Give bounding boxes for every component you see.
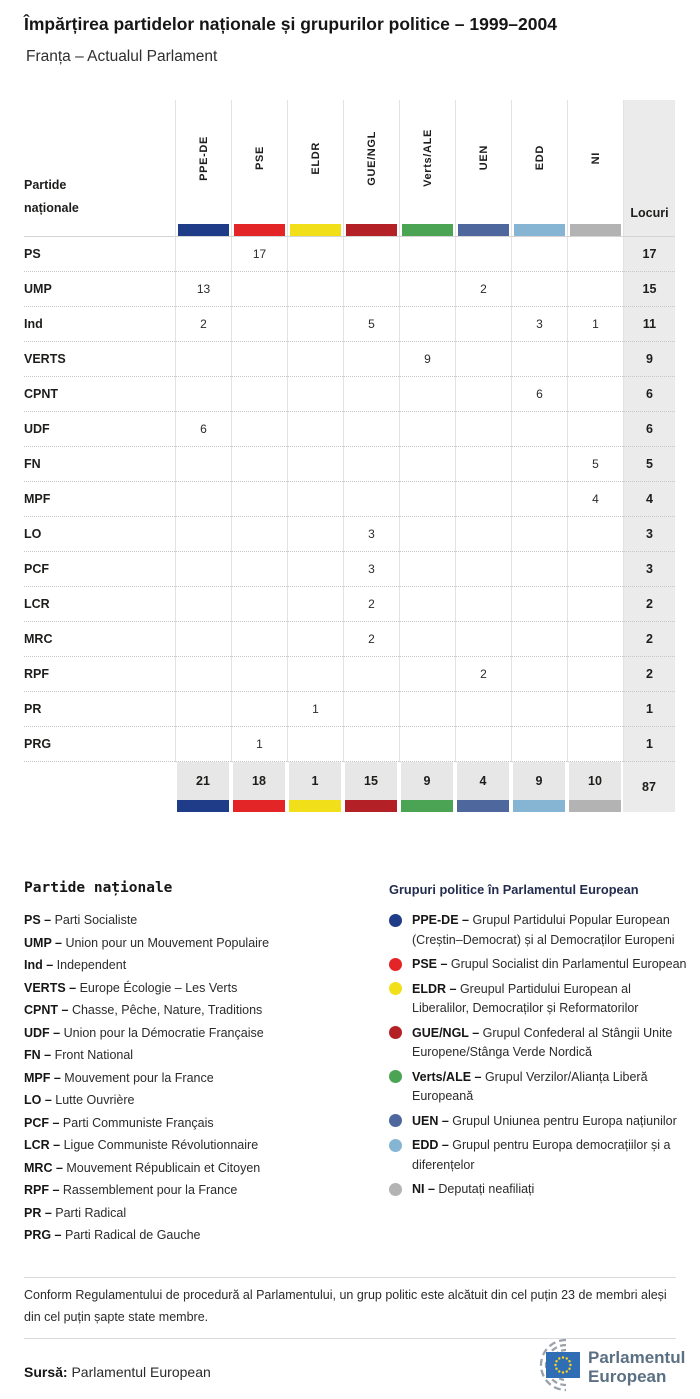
- group-legend-item: ELDR – Greupul Partidului European al Liberalilor, Democraților și Reformatorilor: [389, 980, 689, 1019]
- group-color-dot: [389, 914, 402, 927]
- seat-value-cell: [175, 692, 231, 727]
- party-legend-item: PR – Parti Radical: [24, 1205, 127, 1220]
- group-legend-item: Verts/ALE – Grupul Verzilor/Alianța Liberă Europeană: [389, 1068, 689, 1107]
- row-total-cell: 3: [623, 517, 675, 552]
- party-row-label: Ind: [24, 307, 175, 342]
- seat-value-cell: [511, 552, 567, 587]
- column-header-NI: NI: [567, 100, 623, 237]
- seat-value-cell: 1: [567, 307, 623, 342]
- party-legend-item: UDF – Union pour la Démocratie Française: [24, 1025, 264, 1040]
- seat-value-cell: 3: [343, 552, 399, 587]
- group-color-bar: [567, 800, 623, 812]
- party-row-label: UMP: [24, 272, 175, 307]
- group-color-dot: [389, 1139, 402, 1152]
- party-row-label: PRG: [24, 727, 175, 762]
- party-legend-item: LO – Lutte Ouvrière: [24, 1093, 135, 1107]
- group-color-bar: [346, 224, 397, 236]
- column-header-EDD: EDD: [511, 100, 567, 237]
- seat-value-cell: 6: [511, 377, 567, 412]
- seat-value-cell: [511, 727, 567, 762]
- seat-value-cell: [511, 517, 567, 552]
- group-total-cell: 21: [175, 762, 231, 800]
- row-total-cell: 6: [623, 377, 675, 412]
- seat-value-cell: [567, 272, 623, 307]
- row-total-cell: 11: [623, 307, 675, 342]
- party-row-label: UDF: [24, 412, 175, 447]
- seat-value-cell: [343, 727, 399, 762]
- totals-spacer: [24, 762, 175, 800]
- group-color-bar: [290, 224, 341, 236]
- seat-value-cell: [511, 342, 567, 377]
- seat-value-cell: [175, 657, 231, 692]
- group-color-bar: [455, 800, 511, 812]
- party-row-label: PS: [24, 237, 175, 272]
- group-color-bar: [570, 224, 621, 236]
- party-row-label: PCF: [24, 552, 175, 587]
- seat-value-cell: [287, 272, 343, 307]
- seat-value-cell: [399, 412, 455, 447]
- groups-legend-list: [389, 911, 689, 1200]
- seat-value-cell: [287, 412, 343, 447]
- grand-total-cell: 87: [623, 762, 675, 812]
- seat-value-cell: [567, 692, 623, 727]
- seat-value-cell: [455, 237, 511, 272]
- group-color-dot: [389, 1114, 402, 1127]
- seat-value-cell: 1: [287, 692, 343, 727]
- eu-flag-icon: [546, 1352, 580, 1378]
- seat-value-cell: 6: [175, 412, 231, 447]
- seat-value-cell: [399, 657, 455, 692]
- seat-value-cell: [567, 412, 623, 447]
- party-row-label: FN: [24, 447, 175, 482]
- party-row-label: RPF: [24, 657, 175, 692]
- row-total-cell: 4: [623, 482, 675, 517]
- seat-value-cell: [511, 237, 567, 272]
- party-legend-item: PRG – Parti Radical de Gauche: [24, 1228, 201, 1242]
- seat-value-cell: [511, 692, 567, 727]
- seat-value-cell: [567, 342, 623, 377]
- seat-value-cell: [399, 237, 455, 272]
- seat-value-cell: [231, 412, 287, 447]
- seat-value-cell: 2: [455, 657, 511, 692]
- seat-value-cell: [455, 482, 511, 517]
- seat-value-cell: [287, 727, 343, 762]
- party-legend-item: MPF – Mouvement pour la France: [24, 1070, 214, 1085]
- seat-value-cell: [567, 552, 623, 587]
- seat-value-cell: [511, 272, 567, 307]
- seat-value-cell: [231, 552, 287, 587]
- party-legend-item: Ind – Independent: [24, 958, 127, 972]
- seat-value-cell: [455, 447, 511, 482]
- seat-value-cell: [231, 272, 287, 307]
- row-total-cell: 2: [623, 622, 675, 657]
- seat-value-cell: [287, 482, 343, 517]
- seat-value-cell: [343, 342, 399, 377]
- column-header-UEN: UEN: [455, 100, 511, 237]
- seat-value-cell: [399, 272, 455, 307]
- seat-value-cell: [455, 377, 511, 412]
- party-legend-item: CPNT – Chasse, Pêche, Nature, Traditions: [24, 1003, 263, 1017]
- group-legend-item: PPE-DE – Grupul Partidului Popular European (Creștin–Democrat) și al Democraților Europeni: [389, 911, 689, 950]
- seats-table: [24, 100, 675, 812]
- row-total-cell: 17: [623, 237, 675, 272]
- seat-value-cell: [287, 587, 343, 622]
- group-color-bar: [234, 224, 285, 236]
- procedure-note: Conform Regulamentului de procedură al Parlamentului, un grup politic este alcătuit din cel puțin 23 de membri aleși din cel puțin șapte state membre.: [24, 1288, 667, 1325]
- group-legend-item: UEN – Grupul Uniunea pentru Europa națiunilor: [389, 1112, 689, 1132]
- group-color-bar: [399, 800, 455, 812]
- seat-value-cell: [567, 622, 623, 657]
- seat-value-cell: [455, 342, 511, 377]
- seats-column-header: Locuri: [623, 100, 675, 237]
- seat-value-cell: [399, 692, 455, 727]
- group-color-dot: [389, 1026, 402, 1039]
- seat-value-cell: 2: [343, 587, 399, 622]
- seat-value-cell: [287, 552, 343, 587]
- party-legend-item: PCF – Parti Communiste Français: [24, 1115, 214, 1130]
- seat-value-cell: [455, 622, 511, 657]
- group-color-dot: [389, 982, 402, 995]
- seat-value-cell: [343, 412, 399, 447]
- party-row-label: MPF: [24, 482, 175, 517]
- seat-value-cell: [231, 447, 287, 482]
- party-legend-item: LCR – Ligue Communiste Révolutionnaire: [24, 1138, 259, 1152]
- group-legend-item: PSE – Grupul Socialist din Parlamentul European: [389, 955, 689, 975]
- seat-value-cell: [287, 237, 343, 272]
- column-header-PSE: PSE: [231, 100, 287, 237]
- seat-value-cell: [175, 622, 231, 657]
- seat-value-cell: [231, 587, 287, 622]
- party-legend-item: RPF – Rassemblement pour la France: [24, 1183, 238, 1197]
- row-total-cell: 2: [623, 657, 675, 692]
- group-color-bar: [343, 800, 399, 812]
- seat-value-cell: [343, 272, 399, 307]
- seat-value-cell: [455, 412, 511, 447]
- column-header-PPE-DE: PPE-DE: [175, 100, 231, 237]
- column-header-Verts/ALE: Verts/ALE: [399, 100, 455, 237]
- group-total-cell: 4: [455, 762, 511, 800]
- seat-value-cell: [455, 307, 511, 342]
- source-line: [24, 1364, 211, 1380]
- seat-value-cell: [231, 692, 287, 727]
- group-total-cell: 10: [567, 762, 623, 800]
- party-row-label: LCR: [24, 587, 175, 622]
- european-parliament-logo: [506, 1336, 694, 1394]
- seat-value-cell: [343, 482, 399, 517]
- row-total-cell: 1: [623, 692, 675, 727]
- source-label: Sursă:: [24, 1364, 68, 1380]
- logo-text-line2: European: [588, 1367, 667, 1386]
- party-legend-item: FN – Front National: [24, 1048, 134, 1062]
- seat-value-cell: [287, 657, 343, 692]
- group-color-bar: [511, 800, 567, 812]
- row-total-cell: 2: [623, 587, 675, 622]
- seat-value-cell: [175, 552, 231, 587]
- row-total-cell: 1: [623, 727, 675, 762]
- group-color-dot: [389, 958, 402, 971]
- row-total-cell: 3: [623, 552, 675, 587]
- seat-value-cell: 5: [567, 447, 623, 482]
- seat-value-cell: [399, 447, 455, 482]
- seat-value-cell: [511, 587, 567, 622]
- group-legend-item: EDD – Grupul pentru Europa democrațiilor și a diferențelor: [389, 1136, 689, 1175]
- party-legend-item: UMP – Union pour un Mouvement Populaire: [24, 935, 270, 950]
- seat-value-cell: [455, 517, 511, 552]
- seat-value-cell: [567, 237, 623, 272]
- seat-value-cell: [343, 377, 399, 412]
- party-legend-item: PS – Parti Socialiste: [24, 913, 138, 927]
- seat-value-cell: 2: [175, 307, 231, 342]
- group-color-bar: [178, 224, 229, 236]
- seat-value-cell: 17: [231, 237, 287, 272]
- seat-value-cell: [287, 447, 343, 482]
- seat-value-cell: [175, 587, 231, 622]
- seat-value-cell: [511, 657, 567, 692]
- groups-legend-title: Grupuri politice în Parlamentul European: [389, 882, 639, 897]
- seat-value-cell: [287, 517, 343, 552]
- party-row-label: VERTS: [24, 342, 175, 377]
- group-color-dot: [389, 1070, 402, 1083]
- group-total-cell: 1: [287, 762, 343, 800]
- group-total-cell: 15: [343, 762, 399, 800]
- seat-value-cell: [511, 622, 567, 657]
- column-header-ELDR: ELDR: [287, 100, 343, 237]
- divider-line: [24, 1277, 676, 1278]
- seat-value-cell: [343, 447, 399, 482]
- seat-value-cell: [231, 622, 287, 657]
- party-row-label: CPNT: [24, 377, 175, 412]
- seat-value-cell: 1: [231, 727, 287, 762]
- group-color-bar: [458, 224, 509, 236]
- group-total-cell: 9: [511, 762, 567, 800]
- group-color-bar: [287, 800, 343, 812]
- seat-value-cell: [287, 622, 343, 657]
- seat-value-cell: [287, 377, 343, 412]
- row-total-cell: 5: [623, 447, 675, 482]
- seat-value-cell: 3: [511, 307, 567, 342]
- seat-value-cell: [175, 342, 231, 377]
- table-corner-header: Partide naționale: [24, 100, 175, 237]
- seat-value-cell: [231, 482, 287, 517]
- seat-value-cell: [343, 692, 399, 727]
- seat-value-cell: [231, 377, 287, 412]
- row-total-cell: 9: [623, 342, 675, 377]
- seat-value-cell: [231, 657, 287, 692]
- group-color-bar: [231, 800, 287, 812]
- seat-value-cell: [399, 587, 455, 622]
- party-legend-item: VERTS – Europe Écologie – Les Verts: [24, 980, 238, 995]
- group-total-cell: 18: [231, 762, 287, 800]
- seat-value-cell: [231, 342, 287, 377]
- row-total-cell: 6: [623, 412, 675, 447]
- seat-value-cell: 13: [175, 272, 231, 307]
- seat-value-cell: [399, 307, 455, 342]
- page-title: Împărțirea partidelor naționale și grupurilor politice – 1999–2004: [24, 14, 557, 34]
- seat-value-cell: [287, 307, 343, 342]
- seat-value-cell: [399, 622, 455, 657]
- party-legend-item: MRC – Mouvement Républicain et Citoyen: [24, 1160, 261, 1175]
- seat-value-cell: [567, 657, 623, 692]
- seat-value-cell: [455, 727, 511, 762]
- group-legend-item: GUE/NGL – Grupul Confederal al Stângii Unite Europene/Stânga Verde Nordică: [389, 1024, 689, 1063]
- seat-value-cell: [567, 727, 623, 762]
- seat-value-cell: 3: [343, 517, 399, 552]
- seat-value-cell: [455, 587, 511, 622]
- party-row-label: MRC: [24, 622, 175, 657]
- seat-value-cell: 2: [343, 622, 399, 657]
- seat-value-cell: [511, 482, 567, 517]
- seat-value-cell: 2: [455, 272, 511, 307]
- source-value: Parlamentul European: [71, 1364, 211, 1380]
- row-total-cell: 15: [623, 272, 675, 307]
- party-row-label: LO: [24, 517, 175, 552]
- seat-value-cell: [231, 307, 287, 342]
- group-total-cell: 9: [399, 762, 455, 800]
- column-header-GUE/NGL: GUE/NGL: [343, 100, 399, 237]
- national-parties-legend: [24, 880, 372, 1247]
- parties-legend-list: [24, 909, 372, 1247]
- page-subtitle: Franța – Actualul Parlament: [26, 48, 218, 65]
- group-color-bar: [175, 800, 231, 812]
- seat-value-cell: [511, 447, 567, 482]
- seat-value-cell: [567, 587, 623, 622]
- group-legend-item: NI – Deputați neafiliați: [389, 1180, 689, 1200]
- seat-value-cell: [511, 412, 567, 447]
- party-row-label: PR: [24, 692, 175, 727]
- seat-value-cell: [175, 237, 231, 272]
- seat-value-cell: [567, 377, 623, 412]
- group-color-bar: [514, 224, 565, 236]
- seat-value-cell: [399, 517, 455, 552]
- seat-value-cell: [175, 727, 231, 762]
- seat-value-cell: [343, 657, 399, 692]
- seat-value-cell: [399, 482, 455, 517]
- seat-value-cell: [399, 727, 455, 762]
- parties-legend-title: Partide naționale: [24, 880, 173, 896]
- seat-value-cell: 9: [399, 342, 455, 377]
- seat-value-cell: [567, 517, 623, 552]
- seat-value-cell: [455, 552, 511, 587]
- seat-value-cell: 4: [567, 482, 623, 517]
- seat-value-cell: 5: [343, 307, 399, 342]
- logo-text-line1: Parlamentul: [588, 1348, 686, 1367]
- seat-value-cell: [175, 482, 231, 517]
- seat-value-cell: [175, 377, 231, 412]
- political-groups-legend: [389, 882, 689, 1205]
- seat-value-cell: [175, 517, 231, 552]
- seat-value-cell: [399, 377, 455, 412]
- seat-value-cell: [343, 237, 399, 272]
- seat-value-cell: [455, 692, 511, 727]
- group-color-bar: [402, 224, 453, 236]
- seat-value-cell: [175, 447, 231, 482]
- seat-value-cell: [399, 552, 455, 587]
- group-color-dot: [389, 1183, 402, 1196]
- seat-value-cell: [231, 517, 287, 552]
- seat-value-cell: [287, 342, 343, 377]
